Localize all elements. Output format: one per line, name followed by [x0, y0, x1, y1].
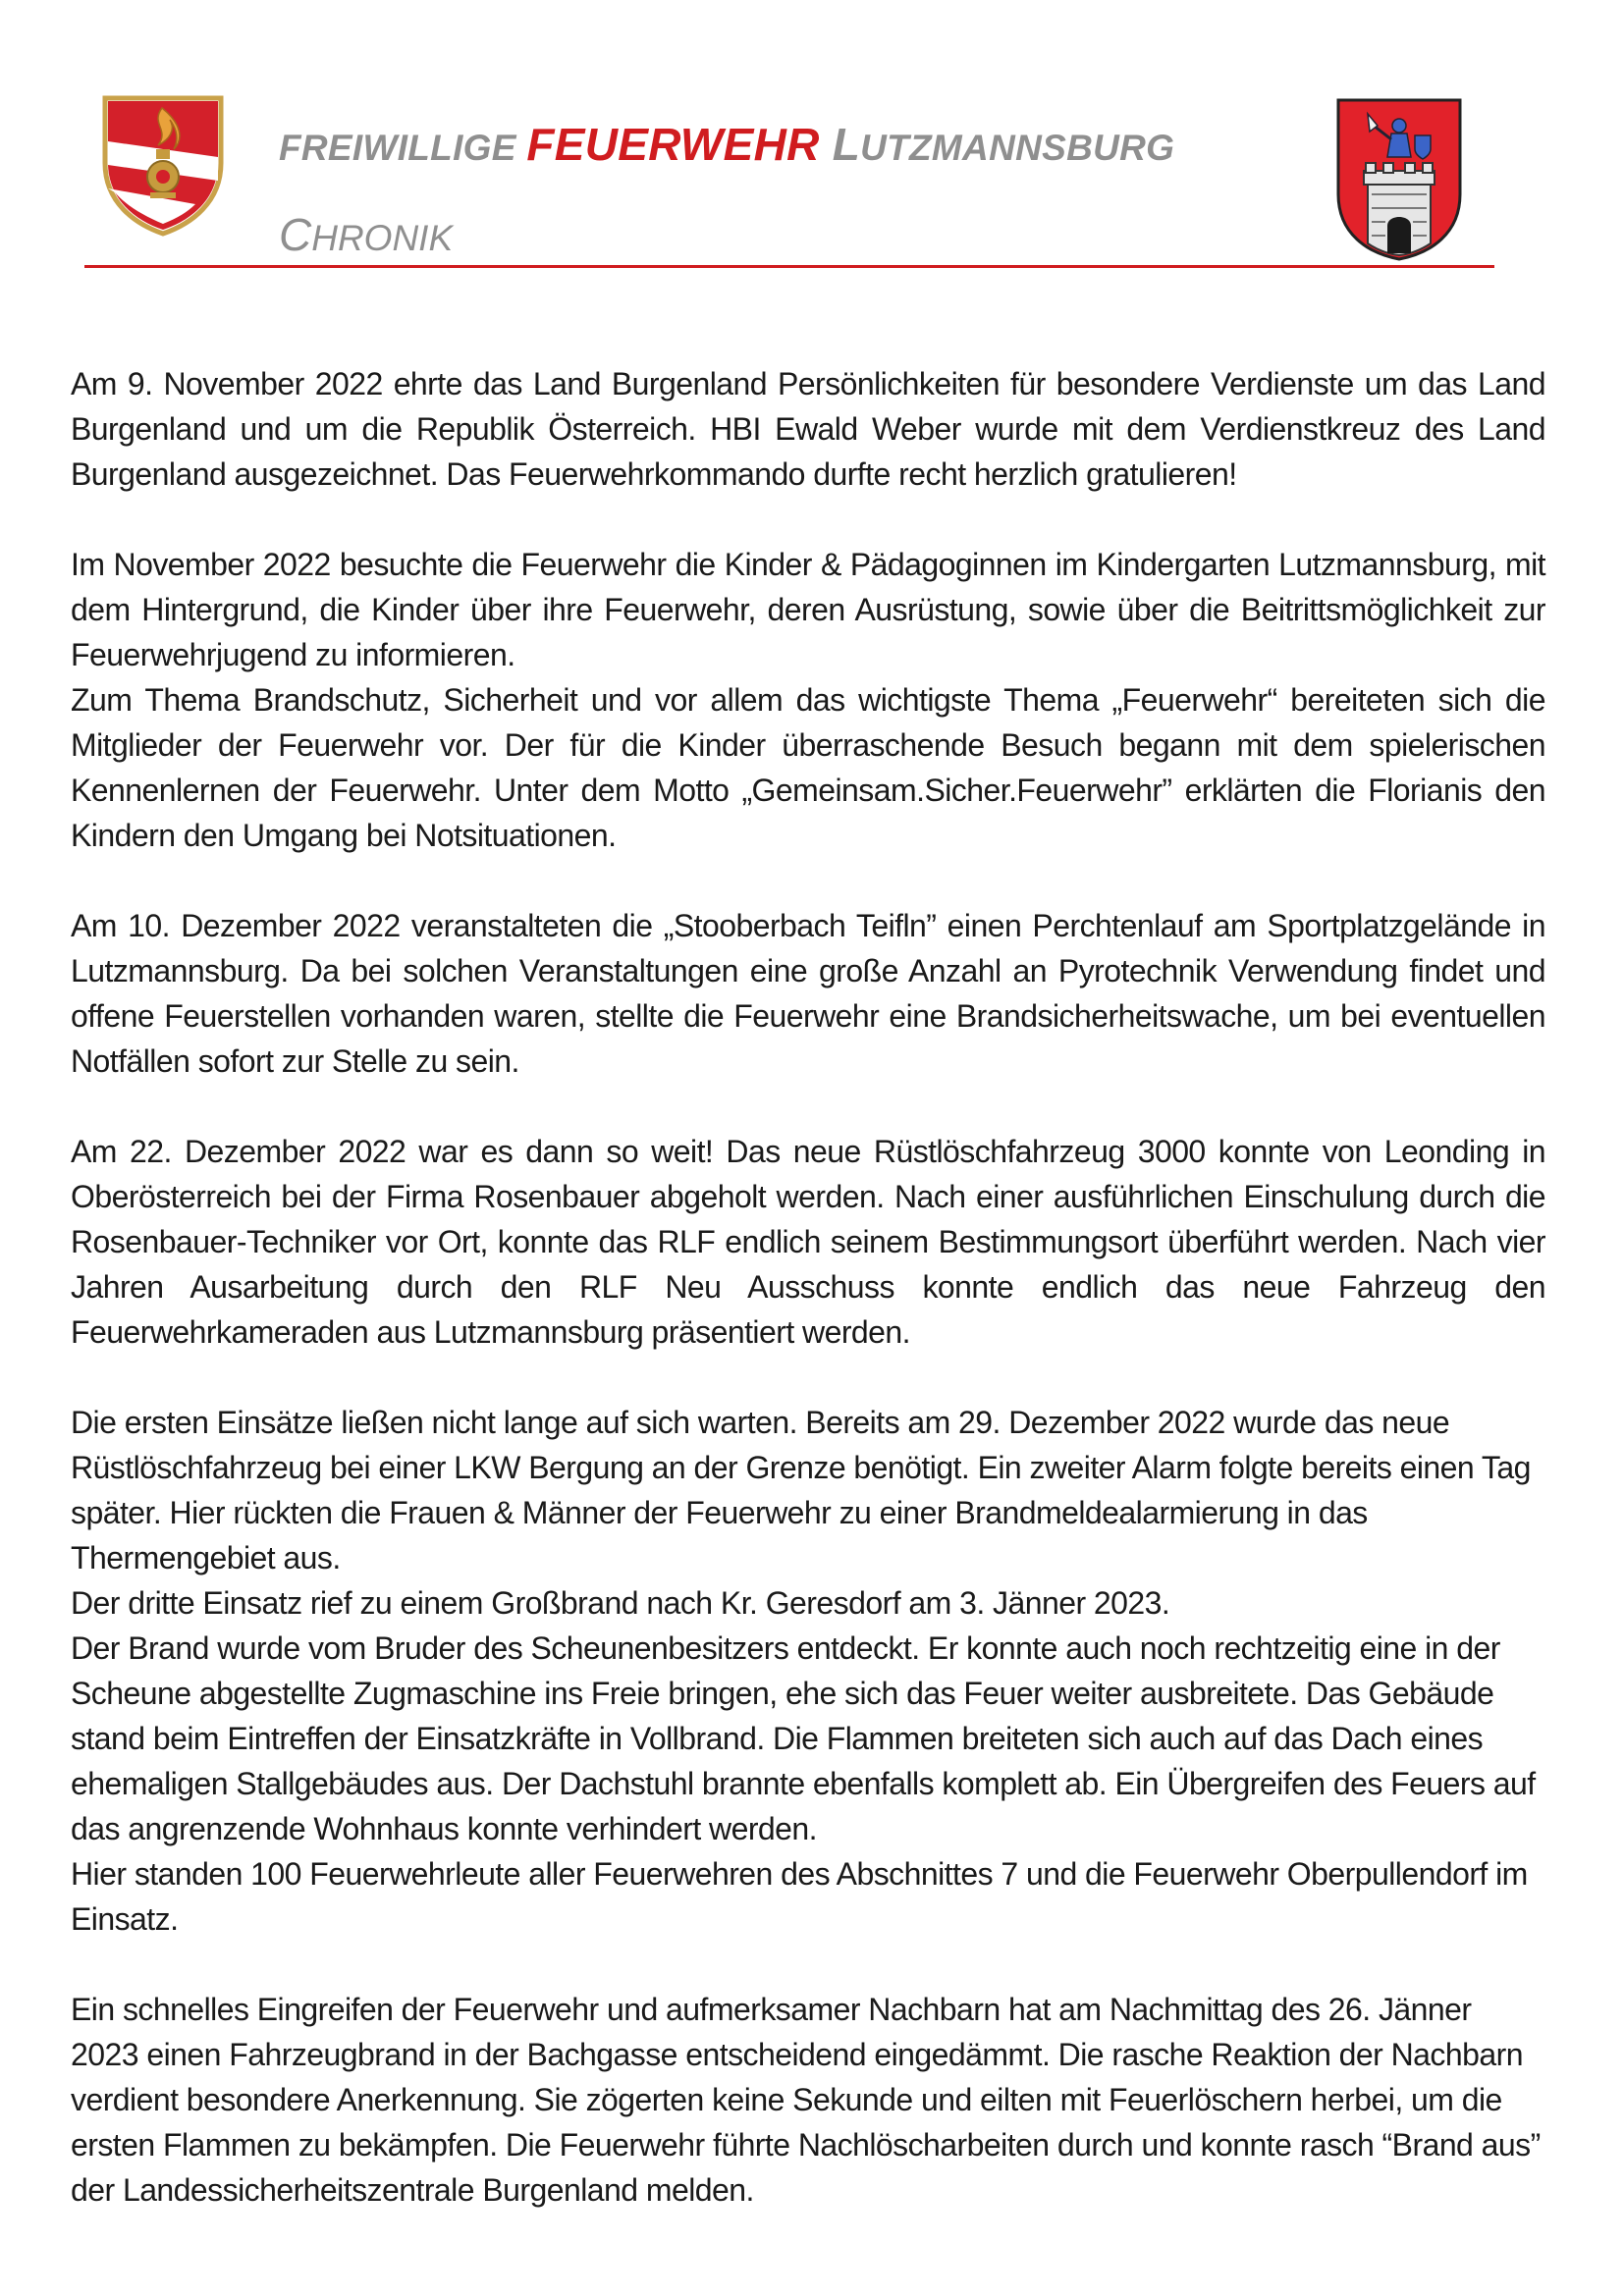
paragraph-line: Im November 2022 besuchte die Feuerwehr die Kinder & Pädagoginnen im Kindergarten Lutzmannsburg, mit dem Hintergrund, die Kinder über ihre Feuerwehr, deren Ausrüstung, sowie über die Beitrittsmöglichkeit zur Feuerwehrjugend zu informieren. — [71, 547, 1545, 672]
subtitle-rest: HRONIK — [311, 218, 454, 258]
subtitle-initial: C — [279, 209, 312, 260]
paragraph-line: Ein schnelles Eingreifen der Feuerwehr und aufmerksamer Nachbarn hat am Nachmittag des 26. Jänner 2023 einen Fahrzeugbrand in der Bachgasse entscheidend eingedämmt. Die rasche Reaktion der Nachbarn verdient besondere Anerkennung. Sie zögerten keine Sekunde und eilten mit Feuerlöschern herbei, um die ersten Flammen zu bekämpfen. Die Feuerwehr führte Nachlöscharbeiten durch und konnte rasch “Brand aus” der Landessicherheitszentrale Burgenland melden. — [71, 1992, 1541, 2208]
paragraph-line: Zum Thema Brandschutz, Sicherheit und vor allem das wichtigste Thema „Feuerwehr“ bereiteten sich die Mitglieder der Feuerwehr vor. Der für die Kinder überraschende Besuch begann mit dem spielerischen Kennenlernen der Feuerwehr. Unter dem Motto „Gemeinsam.Sicher.Feuerwehr” erklärten die Florianis den Kindern den Umgang bei Notsituationen. — [71, 682, 1545, 853]
municipal-coat-of-arms-icon — [1334, 96, 1464, 263]
page-header — [0, 0, 1624, 275]
chronicle-paragraph — [71, 542, 1545, 858]
paragraph-line: Hier standen 100 Feuerwehrleute aller Feuerwehren des Abschnittes 7 und die Feuerwehr Oberpullendorf im Einsatz. — [71, 1856, 1528, 1937]
chronicle-text — [71, 361, 1545, 2258]
title-suffix-rest: UTZMANNSBURG — [860, 128, 1175, 168]
chronicle-paragraph — [71, 1400, 1545, 1942]
title-prefix: FREIWILLIGE — [279, 128, 527, 168]
paragraph-line: Am 22. Dezember 2022 war es dann so weit! Das neue Rüstlöschfahrzeug 3000 konnte von Leonding in Oberösterreich bei der Firma Rosenbauer abgeholt werden. Nach einer ausführlichen Einschulung durch die Rosenbauer-Techniker vor Ort, konnte das RLF endlich seinem Bestimmungsort überführt werden. Nach vier Jahren Ausarbeitung durch den RLF Neu Ausschuss konnte endlich das neue Fahrzeug den Feuerwehrkameraden aus Lutzmannsburg präsentiert werden. — [71, 1134, 1545, 1350]
page-title — [279, 118, 1174, 171]
paragraph-line: Am 10. Dezember 2022 veranstalteten die „Stooberbach Teifln” einen Perchtenlauf am Sportplatzgelände in Lutzmannsburg. Da bei solchen Veranstaltungen eine große Anzahl an Pyrotechnik Verwendung findet und offene Feuerstellen vorhanden waren, stellte die Feuerwehr eine Brandsicherheitswache, um bei eventuellen Notfällen sofort zur Stelle zu sein. — [71, 908, 1545, 1079]
fire-brigade-emblem-icon — [101, 94, 225, 238]
header-divider — [84, 265, 1494, 268]
paragraph-line: Am 9. November 2022 ehrte das Land Burgenland Persönlichkeiten für besondere Verdienste um das Land Burgenland und um die Republik Österreich. HBI Ewald Weber wurde mit dem Verdienstkreuz des Land Burgenland ausgezeichnet. Das Feuerwehrkommando durfte recht herzlich gratulieren! — [71, 366, 1545, 492]
paragraph-line: Der dritte Einsatz rief zu einem Großbrand nach Kr. Geresdorf am 3. Jänner 2023. — [71, 1585, 1170, 1621]
title-brand: FEUERWEHR — [526, 119, 820, 170]
chronicle-paragraph — [71, 1987, 1545, 2213]
title-suffix-initial: L — [819, 119, 861, 170]
page-subtitle — [279, 208, 453, 261]
chronicle-paragraph — [71, 903, 1545, 1084]
paragraph-line: Der Brand wurde vom Bruder des Scheunenbesitzers entdeckt. Er konnte auch noch rechtzeitig eine in der Scheune abgestellte Zugmaschine ins Freie bringen, ehe sich das Feuer weiter ausbreitete. Das Gebäude stand beim Eintreffen der Einsatzkräfte in Vollbrand. Die Flammen breiteten sich auch auf das Dach eines ehemaligen Stallgebäudes aus. Der Dachstuhl brannte ebenfalls komplett ab. Ein Übergreifen des Feuers auf das angrenzende Wohnhaus konnte verhindert werden. — [71, 1630, 1536, 1846]
chronicle-paragraph — [71, 361, 1545, 497]
chronicle-paragraph — [71, 1129, 1545, 1355]
paragraph-line: Die ersten Einsätze ließen nicht lange auf sich warten. Bereits am 29. Dezember 2022 wurde das neue Rüstlöschfahrzeug bei einer LKW Bergung an der Grenze benötigt. Ein zweiter Alarm folgte bereits einen Tag später. Hier rückten die Frauen & Männer der Feuerwehr zu einer Brandmeldealarmierung in das Thermengebiet aus. — [71, 1405, 1531, 1575]
